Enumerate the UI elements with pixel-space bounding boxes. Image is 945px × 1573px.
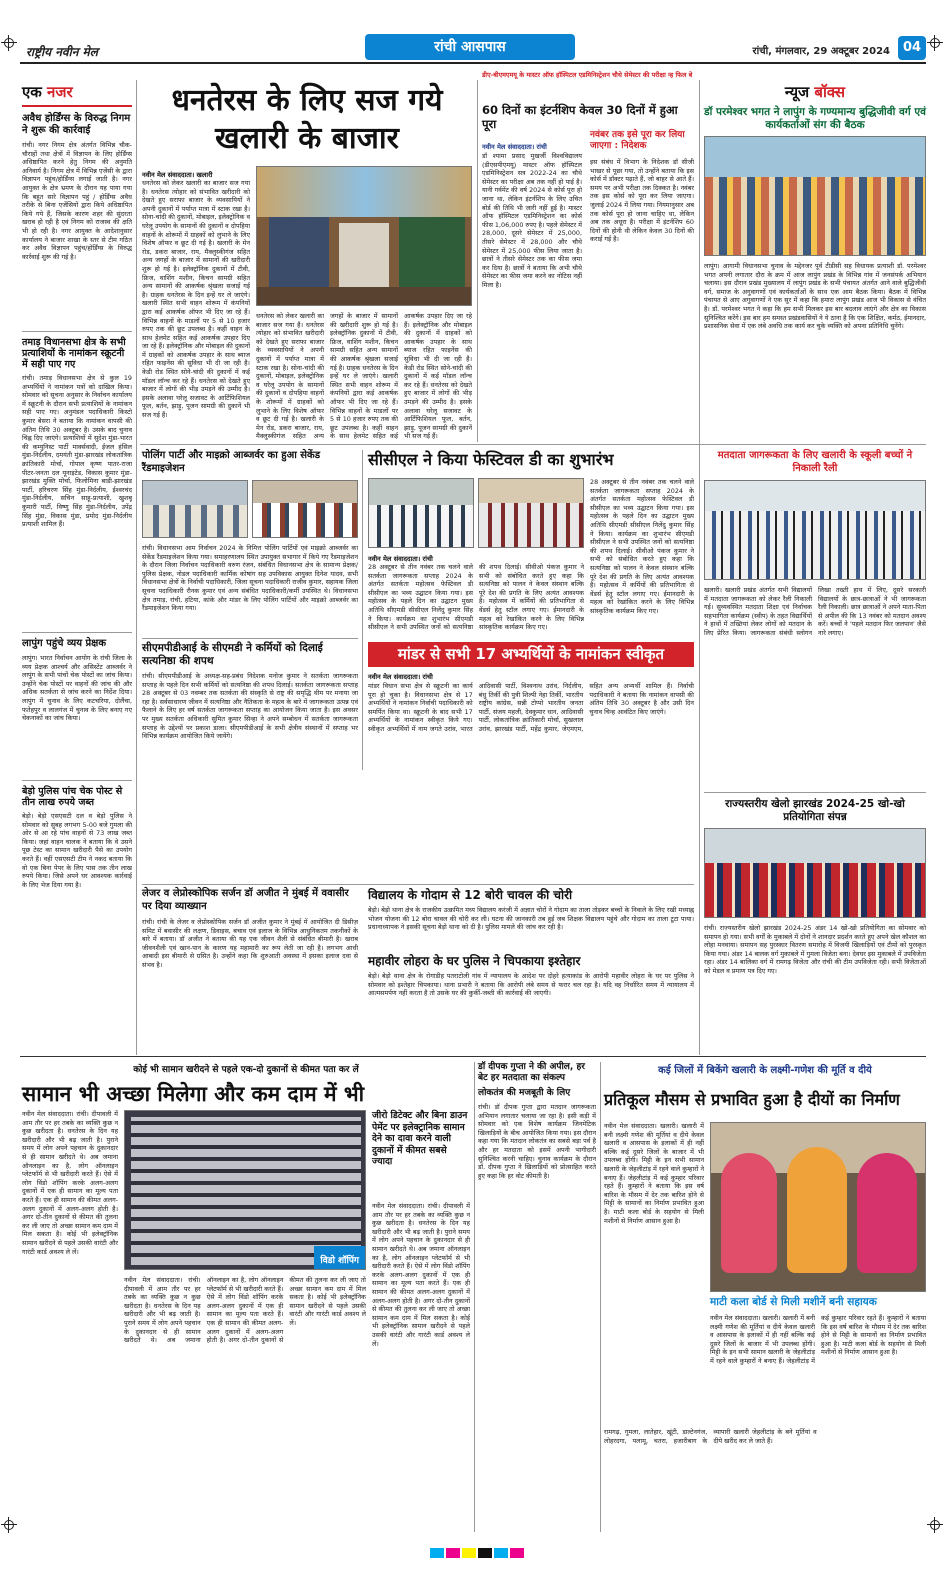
lakshmi-kicker: कई जिलों में बिकेंगे खलारी के लक्ष्मी-गणेश की मूर्ति व दीये	[658, 1065, 872, 1076]
news-box-body: लापुंग। आगामी विधानसभा चुनाव के मद्देनजर पूर्व टीडीसी सह विधायक प्रत्याशी डॉ. परमेश्वर भगत अपनी लगातार दौरा के क्रम में आज लापुंग प्रखंड के विभिन्न गांव में जनसंपर्क अभियान चलाया। इस दौरान प्रखंड मुख्यालय में लापुंग प्रखंड के सभी पंचायत अंतर्गत आने वाले बुद्धिजीवी वर्ग, समाज के अगुवागणों एवं कार्यकर्ताओं के साथ एक आम बैठक किया। बैठक में विभिन्न पंचायत से आए अगुवागणों ने एक सुर में कहा कि हमारा लापुंग प्रखंड आज भी विकास से वंचित है। डॉ. परमेश्वर भगत ने कहा कि हम सभी मिलकर इस बार बदलाव लाएंगे और क्षेत्र का विकास सुनिश्चित करेंगे। इस बार हम समस्त प्रखंडवासियों ने ये ठाना है कि एक शिक्षित, कर्मठ, ईमानदार, प्रशासनिक सेवा में एक लंबे अवधि तक कार्य कर चुके व्यक्ति को अपना प्रतिनिधि चुनेंगे।	[704, 262, 926, 331]
vidyalaya-headline: विद्यालय के गोदाम से 12 बोरी चावल की चोरी	[368, 888, 573, 902]
deepak-gupta-story	[478, 1062, 596, 1532]
ek-nazar-item-body: रांची। नगर निगम क्षेत्र अंतर्गत विभिन्न चौक-चौराहों तथा क्षेत्रों में विज्ञापन के लिए होर्डिंग्स अधिष्ठापित करने हेतु निगम की अनुमति अनिवार्य है। निगम क्षेत्र में विभिन्न एजेंसी के द्वारा विज्ञापन पहुंच/होर्डिंग्स लगाई जाती है। नगर आयुक्त के क्षेत्र भ्रमण के दौरान यह पाया गया कि बहुत सारे विज्ञापन पहुं / होर्डिंग्स अवैध तरीके से बिना एजेंसियों द्वारा किये अधिष्ठापित किये गये हैं, जिसके कारण शहर की सुंदरता खराब हो रही है एवं निगम को राजस्व की क्षति भी हो रही है। नगर आयुक्त के आदेशानुसार कार्यालय ने बाजार शाखा के स्तर से टीम गठित कर अवैध विज्ञापन पहुंच/होर्डिंग्स के विरुद्ध कार्रवाई शुरू की गई है।	[22, 141, 132, 261]
samaan-headline: सामान भी अच्छा मिलेगा और कम दाम में भी	[22, 1082, 365, 1106]
window-shopping-caption: विडो शॉपिंग	[320, 1256, 359, 1266]
masthead-logo: राष्ट्रीय नवीन मेल	[26, 45, 98, 59]
ek-nazar-label-part2: नजर	[47, 83, 73, 101]
internship-body2: इस संबंध में विभाग के निदेशक डॉ सीजी भाखर से पूछा गया, तो उन्होंने बताया कि इस कोर्स में डॉक्टर पढ़ाते हैं, जो बाहर से आते हैं। समय पर अभी परीक्षा तक दिक्कत है। नवंबर तक इस कोर्स को पूरा कर लिया जाएगा। जुलाई 2024 में लिया गया। नियमानुसार अब तक कोर्स पूरा हो जाना चाहिए था, लेकिन अब तक अधूरा है। परीक्षा में इंटर्नशिप 60 दिनों की होनी थी लेकिन केवल 30 दिनों की कराई गई है।	[590, 158, 694, 244]
ek-nazar-item	[22, 113, 132, 321]
festival-byline: नवीन मेल संवाददाता। रांची	[368, 555, 433, 563]
polling-photo-1	[142, 480, 248, 538]
festival-photo-2	[478, 478, 584, 548]
festival-body-col2: 28 अक्टूबर से तीन नवंबर तक चलने वाले सतर्कता जागरूकता सप्ताह 2024 के अंतर्गत सतर्कता महोत्सव फेस्टिवल डी सीसीएल का भव्य उद्घाटन किया गया। इस महोत्सव के पहले दिन का उद्घाटन मुख्य अतिथि सीएमडी सीसीएल निलेंदु कुमार सिंह ने किया। कार्यक्रम का शुभारंभ सीएमडी सीसीएल ने सभी उपस्थित जनों को सत्यनिष्ठा की शपथ दिलाई। सीवीओ पंकज कुमार ने सभी को संबोधित करते हुए कहा कि सत्यनिष्ठा को पालन ने केवल संस्थान बल्कि पूरे देश की प्रगति के लिए अत्यंत आवश्यक है। महोत्सव में कर्मियों की प्रतिभागिता से वेंडर्स हेतु स्टॉल लगाए गए। ईमानदारी के महत्व को रेखांकित करने के लिए विभिन्न सांस्कृतिक कार्यक्रम किए गए।	[590, 478, 694, 615]
rally-photo	[704, 480, 926, 580]
deepak-gupta-subhead: लोकतंत्र की मजबूती के लिए	[478, 1088, 571, 1098]
market-photo	[256, 166, 472, 306]
festival-photo-1	[368, 478, 474, 548]
news-box	[704, 82, 926, 442]
registration-mark-icon	[4, 38, 14, 48]
dhanteras-headline: धनतेरस के लिए सज गये खलारी के बाजार	[171, 83, 443, 156]
window-shopping-caption-tag	[314, 1246, 365, 1269]
samaan-kicker: कोई भी सामान खरीदने से पहले एक-दो दुकानों से कीमत पता कर लें	[133, 1065, 359, 1075]
mandar-body: मांडर विधान सभा क्षेत्र से स्क्रूटनी का कार्य पूरा हो चुका है। विधानसभा क्षेत्र से 17 अभ्यर्थियों ने नामांकन निर्वाची पदाधिकारी को समर्पित किया था। स्क्रूटनी के बाद सभी 17 अभ्यर्थियों के नामांकन स्वीकृत किये गए। स्वीकृत अभ्यर्थियों में नाम जगते उरांव, भारत आदिवासी पार्टी, विश्वनाथ उरांव, निर्दलीय, बंधु तिर्की की पुत्री शिल्पी नेहा तिर्की, भारतीय राष्ट्रीय कांग्रेस, सन्नी टोप्पो भारतीय जनता पार्टी, संजय महली, देवकुमार धान, आदिवासी पार्टी, लोकतांत्रिक क्रांतिकारी मोर्चा, सुखलाल उरांव, झारखंड पार्टी, महेंद्र कुमार, जेएमएम, सहित अन्य अभ्यर्थी शामिल हैं। निर्वाची पदाधिकारी ने बताया कि नामांकन वापसी की अंतिम तिथि 30 अक्टूबर है और उसी दिन चुनाव चिन्ह आवंटित किए जाएंगे।	[368, 682, 694, 733]
registration-mark-icon	[930, 38, 940, 48]
internship-headline: 60 दिनों का इंटर्नशिप केवल 30 दिनों में हुआ पूरा	[482, 103, 678, 131]
cmpdi-body: रांची। सीएमपीडीआई के अध्यक्ष-सह-प्रबंध निदेशक मनोज कुमार ने सतर्कता जागरूकता सप्ताह के पहले दिन सभी कर्मियों को सत्यनिष्ठा की शपथ दिलाई। सतर्कता जागरूकता सप्ताह 28 अक्टूबर से 03 नवम्बर तक सतर्कता की संस्कृति से राष्ट्र की समृद्धि थीम पर मनाया जा रहा है। सर्वसाधारण जीवन में सत्यनिष्ठा और नैतिकता के महत्व के बारे में जागरूकता उत्पन्न एवं फैलाने के लिए हर वर्ष सतर्कता जागरूकता सप्ताह का आयोजन किया जाता है। इस अवसर पर मुख्य सतर्कता अधिकारी सुमित कुमार सिन्हा ने अपने सम्बोधन में सतर्कता जागरूकता सप्ताह के उद्देश्यों पर प्रकाश डाला। सीएमपीडीआई के सभी क्षेत्रीय संस्थानों में सप्ताह भर विभिन्न कार्यक्रम आयोजित किये जायेंगे।	[142, 672, 358, 741]
vidyalaya-story	[368, 888, 694, 950]
news-box-title	[704, 82, 926, 102]
polling-headline: पोलिंग पार्टी और माइक्रो आब्जर्वर का हुआ सेकेंड रैंडमाइजेशन	[142, 450, 321, 474]
ek-nazar-label-part1: एक	[22, 83, 48, 101]
idols-photo	[710, 1122, 926, 1292]
ek-nazar-item-body: रांची। तमाड़ विधानसभा क्षेत्र से कुल 19 अभ्यर्थियों ने नामांकन पत्रों को दाखिल किया। सोमवार को सूचना अनुसार के निर्वाचन कार्यालय में स्क्रूटनी के दौरान सभी प्रत्याशियों के नामांकन सही पाए गए। अनुमंडल पदाधिकारी किस्टो कुमार बेसरा ने बताया कि नामांकन वापसी की अंतिम तिथि 30 अक्टूबर है। उसके बाद चुनाव चिह्न दिए जाएंगे। प्रत्याशियों में सुदेश मुंडा-भारत की कम्युनिस्ट पार्टी मार्क्सवादी, ईजल हंसिल मुंडा-निर्दलीय, दमयंती मुंडा-झारखंड लोकतांत्रिक क्रांतिकारी मोर्चा, गोपाल कृष्ण पातर-राजा पीटर-जनता दल यूनाइटेड, विकास कुमार मुंडा-झारखंड मुक्ति मोर्चा, फिलोमिना बाडी-झारखंड पार्टी, हरिचरण सिंह मुंडा-निर्दलीय, ईश्वरचंद मुंडा-निर्दलीय, सचिन साहू-प्रत्याशी, खुशबू कुमारी पार्टी, विष्णु सिंह मुंडा-निर्दलीय, उपेंद्र सिंह मुंडा, विकास मुंडा, प्रमोद मुंडा-निर्दलीय प्रत्याशी शामिल हैं।	[22, 374, 132, 529]
ek-nazar-item-head: अवैध होर्डिंग्स के विरुद्ध निगम ने शुरू की कार्रवाई	[22, 113, 131, 136]
ek-nazar-item-body: बेड़ो। बेड़ो एसएसटी दल व बेड़ो पुलिस ने सोमवार को सुबह लगभग 5-00 बजे गुमला की ओर से आ रहे पांच वाहनों से 73 लाख जब्त किया। जहां वाहन चालक ने बताया कि वे उसने पूछ टेस्ट का सामान खरीदारी पैसे का उपयोग करते हैं। वहीं एसएसटी टीम ने नकद बताया कि वो एक बिना पेपर के लिए पास तक तीन लाख रुपये किया। जिसे अपने घर आवश्यक कार्रवाई के लिए भेज दिया गया है।	[22, 812, 132, 889]
color-bar-swatch	[494, 1548, 508, 1558]
color-bar-swatch	[430, 1548, 444, 1558]
festival-story	[368, 450, 694, 638]
dhanteras-story	[142, 82, 472, 444]
ek-nazar-item-body: लापुंग। भारत निर्वाचन आयोग के रांची जिला के व्यय प्रेक्षक आश्चर्य और असिस्टेंट आब्जर्वर ने लापुंग के सभी पांचों चेक पोस्टों का जांच किया। उन्होंने चेक पोस्टों पर वाहनों की जांच की और अधिक सतर्कता से जांच करने का निर्देश दिया। लापुंग में चुनाव के लिए कटचरिया, दोलैंचा, फतेहपुर व लालगंज में चुनाव के लिए बनाए गए चेकनाकों का जांच किया।	[22, 654, 132, 723]
leprosy-body: रांची। रांची के लेजर व लेप्रोस्कोपिक सर्जन डॉ अजीत कुमार ने मुंबई में आयोजित दी डिसीज़ समिट में बवासीर की लक्षण, डिवाइस, बचाव एवं इलाज के विभिन्न आधुनिकतम तकनीकों के बारे में बताया। डॉ अजीत ने बताया की यह एक जीवन शैली से संबंधित बीमारी है। खराब जीवनशैली एवं खान-पान के कारण यह महामारी का रूप लेती जा रही है। लगभग आधी आबादी इस बीमारी से ग्रसित है। उन्होंने कहा कि शुरुआती अवस्था में इसका इलाज दवा से संभव है।	[142, 918, 358, 969]
kho-kho-team-photo	[704, 828, 926, 918]
khelo-headline: राज्यस्तरीय खेलो झारखंड 2024-25 खो-खो प्रतियोगिता संपन्न	[725, 798, 905, 823]
lakshmi-body-col2: नवीन मेल संवाददाता। खलारी। खलारी में बनी लक्ष्मी गणेश की मूर्तियां व दीये केवल खलारी व आसपास के इलाकों में ही नहीं बल्कि कई दूसरे जिलों के बाजार में भी उपलब्ध होंगी। मिट्टी के इन सभी सामान खलारी के जेहलीटांड़ में रहने वाले कुम्हारों ने बनाए हैं। जेहलीटांड़ में कई कुम्हार परिवार रहते हैं। कुम्हारों ने बताया कि इस वर्ष बारिश के मौसम में देर तक बारिश होने से मिट्टी के सामानों का निर्माण प्रभावित हुआ है। माटी कला बोर्ड के सहयोग से मिली मशीनों से निर्माण आसान हुआ है।	[710, 1314, 926, 1365]
internship-body1: डॉ श्यामा प्रसाद मुखर्जी विश्वविद्यालय (डीएसपीएमयू) मास्टर ऑफ हॉस्पिटल एडमिनिस्ट्रेशन सत्र 2022-24 का चौथे सेमेस्टर का परीक्षा अब तक नहीं हो पाई है। यानी गर्वमेंट की वर्ष 2024 से कोर्स पूरा हो जाना था, लेकिन इंटर्नशिप के लिए उचित बोर्ड की तिथि भी जारी नहीं हुई है। मास्टर ऑफ हॉस्पिटल एडमिनिस्ट्रेशन का कोर्स फीस 1,06,000 रुपए है। पहले सेमेस्टर में 28,000, दूसरे सेमेस्टर में 25,000, तीसरे सेमेस्टर में 28,000 और चौथे सेमेस्टर में 25,000 फीस लिया जाता है। छात्रों ने तीसरे सेमेस्टर तक का फीस जमा कर दिया है। छात्रों ने बताया कि अभी चौथे सेमेस्टर का फीस जमा करने का नोटिस नहीं मिला है।	[482, 152, 582, 289]
dhanteras-byline: नवीन मेल संवाददाता। खलारी	[142, 171, 213, 179]
ek-nazar-item	[22, 780, 132, 942]
lakshmi-story	[604, 1062, 926, 1532]
ek-nazar-item-head: बेड़ो पुलिस पांच चेक पोस्ट से तीन लाख रुपये जब्त	[22, 786, 123, 808]
internship-subhead: नवंबर तक इसे पूरा कर लिया जाएगा : निदेशक	[590, 130, 685, 151]
matdata-headline: मतदाता जागरूकता के लिए खलारी के स्कूली बच्चों ने निकाली रैली	[717, 450, 913, 474]
matdata-body: खलारी। खलारी प्रखंड अंतर्गत सभी विद्यालयों में मतदाता जागरूकता को लेकर रैली निकाली गई। सुव्यवस्थित मतदाता शिक्षा एवं निर्वाचक सहभागिता कार्यक्रम (स्वीप) के तहत विद्यार्थियों ने हाथों में तख्तियां लेकर लोगों को मतदान के लिए प्रेरित किया। जागरूकता संबंधी स्लोगन लिखा तख्ती हाथ में लिए, दूसरे सरकारी विद्यालयों के छात्र-छात्राओं ने भी जागरूकता रैली निकाली। छात्र छात्राओं ने अपने माता-पिता से अपील की कि 13 नवंबर को मतदान अवश्य करें। बच्चों ने 'पहले मतदान फिर जलपान' जैसे नारे लगाए।	[704, 586, 926, 637]
vidyalaya-body: बेड़ो। बेड़ो थाना क्षेत्र के राजकीय उत्क्रमित मध्य विद्यालय करंजी में अज्ञात चोरों ने गोदाम का ताला तोड़कर बच्चों के निवाले के लिए रखी मध्याह्न भोजन योजना की 12 बोरा चावल की चोरी कर ली। घटना की जानकारी तब हुई जब शिक्षक विद्यालय पहुंचे और गोदाम का ताला टूटा पाया। प्रधानाध्यापक ने इसकी सूचना बेड़ो थाना को दी है। पुलिस मामले की जांच कर रही है।	[368, 906, 694, 932]
khelo-body: रांची। राज्यस्तरीय खेलो झारखंड 2024-25 अंडर 14 खो-खो प्रतियोगिता का सोमवार को समापन हो गया। सभी वर्गों के मुकाबले में दोनों ने शानदार प्रदर्शन करते हुए अपने खेल कौशल का लोहा मनवाया। समापन सह पुरस्कार वितरण समारोह में विजयी खिलाड़ियों एवं टीमों को पुरस्कृत किया गया। अंडर 14 बालक वर्ग मुकाबले में गुमला विजेता बना। देवघर इस मुकाबले में उपविजेता रहा। अंडर 14 बालिका वर्ग में रामगढ़ विजेता और रांची की टीम उपविजेता रही। सभी विजेताओं को मेडल व प्रमाण पत्र दिए गए।	[704, 924, 926, 975]
khelo-story	[704, 798, 926, 1048]
samaan-body-col2: नवीन मेल संवाददाता। रांची। दीपावली में आम तौर पर हर तबके का व्यक्ति कुछ न कुछ खरीदता है। धनतेरस के दिन यह खरीदारी और भी बढ़ जाती है। पुराने समय में लोग अपने पहचान के दुकानदार से ही सामान खरीदते थे। अब जमाना ऑनलाइन का है, लोग ऑनलाइन प्लेटफॉर्म से भी खरीदारी करते हैं। ऐसे में लोग विंडो शॉपिंग करके अलग-अलग दुकानों में एक ही सामान का मूल्य पता करते हैं। एक ही सामान की कीमत अलग-अलग दुकानों में अलग-अलग होती है। अगर दो-तीन दुकानों से कीमत की तुलना कर ली जाए तो अच्छा सामान कम दाम में मिल सकता है। कोई भी इलेक्ट्रॉनिक सामान खरीदने से पहले उसकी वारंटी और गारंटी कार्ड अवश्य ले लें।	[124, 1276, 366, 1345]
internship-ticker: डीए-बीएमएमयू के मास्टर ऑफ हॉस्पिटल एडमिनिस्ट्रेशन चौथे सेमेस्टर की परीक्षा न्ह फिल बे	[482, 71, 693, 79]
mandar-story	[368, 642, 694, 882]
mahavir-headline: महावीर लोहरा के घर पुलिस ने चिपकाया इश्तेहार	[368, 954, 581, 968]
lakshmi-body2: रामगढ़, गुमला, लातेहार, खूंटी, डाल्टेनगंज, लोहरदगा, पलामू, चतरा, हजारीबाग के व्यापारी खलारी जेहलीटांड़ के बने मूर्तियां व दीये खरीद कर ले जाते हैं।	[604, 1428, 817, 1445]
color-bar-swatch	[446, 1548, 460, 1558]
ek-nazar-item-head: लापुंग पहुंचे व्यय प्रेक्षक	[22, 638, 107, 649]
news-box-title-part1: न्यूज	[784, 83, 815, 101]
section-banner	[365, 34, 575, 60]
cmpdi-story	[142, 642, 358, 882]
leprosy-story	[142, 888, 358, 1050]
window-shopping-photo	[124, 1110, 366, 1270]
idols-photo-caption: माटी कला बोर्ड से मिली मशीनें बनी सहायक	[710, 1296, 877, 1308]
lakshmi-headline: प्रतिकूल मौसम से प्रभावित हुआ है दीयों का निर्माण	[604, 1090, 900, 1109]
news-box-headline: डॉ परमेश्वर भगत ने लापुंग के गण्यमान्य बुद्धिजीवी वर्ग एवं कार्यकर्ताओं संग की बैठक	[704, 106, 926, 131]
jst-body: नवीन मेल संवाददाता। रांची। दीपावली में आम तौर पर हर तबके का व्यक्ति कुछ न कुछ खरीदता है। धनतेरस के दिन यह खरीदारी और भी बढ़ जाती है। पुराने समय में लोग अपने पहचान के दुकानदार से ही सामान खरीदते थे। अब जमाना ऑनलाइन का है, लोग ऑनलाइन प्लेटफॉर्म से भी खरीदारी करते हैं। ऐसे में लोग विंडो शॉपिंग करके अलग-अलग दुकानों में एक ही सामान का मूल्य पता करते हैं। एक ही सामान की कीमत अलग-अलग दुकानों में अलग-अलग होती है। अगर दो-तीन दुकानों से कीमत की तुलना कर ली जाए तो अच्छा सामान कम दाम में मिल सकता है। कोई भी इलेक्ट्रॉनिक सामान खरीदने से पहले उसकी वारंटी और गारंटी कार्ड अवश्य ले लें।	[372, 1202, 470, 1348]
festival-headline: सीसीएल ने किया फेस्टिवल डी का शुभारंभ	[368, 450, 614, 469]
ek-nazar-column	[22, 82, 132, 1042]
mahavir-story	[368, 954, 694, 1050]
color-bar-swatch	[462, 1548, 476, 1558]
ek-nazar-item-head: तमाड़ विधानसभा क्षेत्र के सभी प्रत्याशियों के नामांकन स्क्रूटनी में सही पाए गए	[22, 337, 126, 370]
ek-nazar-item	[22, 632, 132, 772]
color-bar-swatch	[510, 1548, 524, 1558]
polling-photo-2	[252, 480, 358, 538]
polling-body: रांची। विधानसभा आम निर्वाचन 2024 के निमित्त पोलिंग पार्टियों एवं माइक्रो आब्जर्वर का सेकेंड रैंडमाइजेशन किया गया। समाहरणालय स्थित उपायुक्त सभागार में किये गए रैंडमाइजेशन के दौरान जिला निर्वाचन पदाधिकारी वरुण रंजन, संबंधित विधानसभा क्षेत्र के सामान्य प्रेक्षक/पुलिस प्रेक्षक, नोडल पदाधिकारी कार्मिक कोषांग सह उपविकास आयुक्त दिनेश यादव, सभी विधानसभा क्षेत्रों के निर्वाची पदाधिकारी, जिला सूचना पदाधिकारी राजीव कुमार, सहायक जिला सूचना पदाधिकारी रौनक कुमार एवं अन्य संबंधित पदाधिकारी/कर्मी उपस्थित थे। विधानसभा क्षेत्र तमाड़, रांची, हटिया, कांके और मांडर के लिए पोलिंग पार्टियों और माइक्रो आब्जर्वर का रैंडमाइजेशन किया गया।	[142, 544, 358, 613]
mandar-headline: मांडर से सभी 17 अभ्यर्थियों के नामांकन स्वीकृत	[397, 645, 665, 663]
dhanteras-body-col1: धनतेरस को लेकर खलारी का बाजार सज गया है। धनतेरस त्योहार को संभावित खरीदारी को देखते हुए सराफा बाजार के व्यवसायियों ने अपनी दुकानों में पर्याप्त मात्रा में स्टाक रखा है। सोना-चांदी की दुकानों, मोबाइल, इलेक्ट्रोनिक व घरेलू उपयोग के सामानों की दुकानों व दोपहिया वाहनों के शोरूमों में ग्राहकों को लुभाने के लिए विशेष ऑफर व छूट दी गई है। खलारी के मेन रोड, डकरा बाजार, राय, मैक्लुस्कीगंज सहित अन्य जगहों के बाजार में सामानों की खरीदारी शुरू हो गई है। इलेक्ट्रॉनिक दुकानों में टीवी, फ्रिज, वाशिंग मशीन, किचन सामग्री सहित अन्य सामानों की आकर्षक श्रृंखला सजाई गई है। ग्राहक धनतेरस के दिन इन्हें घर ले जाएंगे। खलारी स्थित सभी वाहन शोरूम में कंपनियों द्वारा कई आकर्षक ऑफर भी दिए जा रहे हैं। विभिन्न वाहनों के माडलों पर 5 से 10 हजार रुपए तक की छूट उपलब्ध है। कहीं वाहन के साथ हेलमेट सहित कई आकर्षक उपहार दिए जा रहे हैं। इलेक्ट्रॉनिक और मोबाइल की दुकानों में ग्राहकों को आकर्षक उपहार के साथ ब्याज रहित फाइनेंस की सुविधा भी दी जा रही है। केडी रोड स्थित सोने-चांदी की दुकानों में कई मॉडल लाॅन्च कर रहे हैं। धनतेरस को देखते हुए बाजार में लोगों की भीड़ उमड़ने की उम्मीद है। इसके अलावा घरेलू सजावट के आर्टिफिशियल फूल, बर्तन, झाड़ू, पूजन सामग्री की दुकानें भी सज गई हैं।	[142, 179, 250, 420]
registration-mark-icon	[4, 1520, 14, 1530]
dhanteras-body-col2: धनतेरस को लेकर खलारी का बाजार सज गया है। धनतेरस त्योहार को संभावित खरीदारी को देखते हुए सराफा बाजार के व्यवसायियों ने अपनी दुकानों में पर्याप्त मात्रा में स्टाक रखा है। सोना-चांदी की दुकानों, मोबाइल, इलेक्ट्रोनिक व घरेलू उपयोग के सामानों की दुकानों व दोपहिया वाहनों के शोरूमों में ग्राहकों को लुभाने के लिए विशेष ऑफर व छूट दी गई है। खलारी के मेन रोड, डकरा बाजार, राय, मैक्लुस्कीगंज सहित अन्य जगहों के बाजार में सामानों की खरीदारी शुरू हो गई है। इलेक्ट्रॉनिक दुकानों में टीवी, फ्रिज, वाशिंग मशीन, किचन सामग्री सहित अन्य सामानों की आकर्षक श्रृंखला सजाई गई है। ग्राहक धनतेरस के दिन इन्हें घर ले जाएंगे। खलारी स्थित सभी वाहन शोरूम में कंपनियों द्वारा कई आकर्षक ऑफर भी दिए जा रहे हैं। विभिन्न वाहनों के माडलों पर 5 से 10 हजार रुपए तक की छूट उपलब्ध है। कहीं वाहन के साथ हेलमेट सहित कई आकर्षक उपहार दिए जा रहे हैं। इलेक्ट्रॉनिक और मोबाइल की दुकानों में ग्राहकों को आकर्षक उपहार के साथ ब्याज रहित फाइनेंस की सुविधा भी दी जा रही है। केडी रोड स्थित सोने-चांदी की दुकानों में कई मॉडल लाॅन्च कर रहे हैं। धनतेरस को देखते हुए बाजार में लोगों की भीड़ उमड़ने की उम्मीद है। इसके अलावा घरेलू सजावट के आर्टिफिशियल फूल, बर्तन, झाड़ू, पूजन सामग्री की दुकानें भी सज गई हैं।	[256, 312, 472, 441]
internship-byline: नवीन मेल संवाददाता। रांची	[482, 143, 547, 151]
mahavir-body: बेड़ो। बेड़ो थाना क्षेत्र के रोगाडीह पतराटोली गांव में न्यायालय के आदेश पर दोहरे हत्याकांड के आरोपी महावीर लोहरा के घर पर पुलिस ने सोमवार को इश्तेहार चिपकाया। थाना प्रभारी ने बताया कि आरोपी लंबे समय से फरार चल रहा है। यदि वह निर्धारित समय में न्यायालय में आत्मसमर्पण नहीं करता है तो उसके घर की कुर्की-जब्ती की कार्रवाई की जाएगी।	[368, 972, 694, 998]
internship-story	[482, 70, 694, 442]
lakshmi-body: नवीन मेल संवाददाता। खलारी। खलारी में बनी लक्ष्मी गणेश की मूर्तियां व दीये केवल खलारी व आसपास के इलाकों में ही नहीं बल्कि कई दूसरे जिलों के बाजार में भी उपलब्ध होंगी। मिट्टी के इन सभी सामान खलारी के जेहलीटांड़ में रहने वाले कुम्हारों ने बनाए हैं। जेहलीटांड़ में कई कुम्हार परिवार रहते हैं। कुम्हारों ने बताया कि इस वर्ष बारिश के मौसम में देर तक बारिश होने से मिट्टी के सामानों का निर्माण प्रभावित हुआ है। माटी कला बोर्ड के सहयोग से मिली मशीनों से निर्माण आसान हुआ है।	[604, 1122, 704, 1225]
ek-nazar-item	[22, 331, 132, 624]
dateline: रांची, मंगलवार, 29 अक्टूबर 2024	[752, 46, 890, 57]
deepak-gupta-kicker: डॉ दीपक गुप्ता ने की अपील, हर बेट हर मतदाता का संकल्प	[478, 1062, 585, 1083]
jst-headline: जीरो डिटेक्ट और बिना डाउन पेमेंट पर इलेक्ट्रानिक सामान देने का दावा करने वाली दुकानों में कीमत सबसे ज्यादा	[372, 1110, 468, 1167]
mandar-headline-band	[368, 642, 694, 667]
registration-mark-icon	[930, 1520, 940, 1530]
samaan-body-col1: नवीन मेल संवाददाता। रांची। दीपावली में आम तौर पर हर तबके का व्यक्ति कुछ न कुछ खरीदता है। धनतेरस के दिन यह खरीदारी और भी बढ़ जाती है। पुराने समय में लोग अपने पहचान के दुकानदार से ही सामान खरीदते थे। अब जमाना ऑनलाइन का है, लोग ऑनलाइन प्लेटफॉर्म से भी खरीदारी करते हैं। ऐसे में लोग विंडो शॉपिंग करके अलग-अलग दुकानों में एक ही सामान का मूल्य पता करते हैं। एक ही सामान की कीमत अलग-अलग दुकानों में अलग-अलग होती है। अगर दो-तीन दुकानों से कीमत की तुलना कर ली जाए तो अच्छा सामान कम दाम में मिल सकता है। कोई भी इलेक्ट्रॉनिक सामान खरीदने से पहले उसकी वारंटी और गारंटी कार्ड अवश्य ले लें।	[22, 1110, 118, 1256]
news-box-title-part2: बॉक्स	[814, 83, 846, 101]
section-title: रांची आसपास	[434, 39, 506, 55]
meeting-photo	[704, 136, 926, 256]
cmpdi-headline: सीएमपीडीआई के सीएमडी ने कर्मियों को दिलाई सत्यनिष्ठा की शपथ	[142, 642, 323, 667]
samaan-story	[22, 1062, 470, 1532]
leprosy-headline: लेजर व लेप्रोस्कोपिक सर्जन डॉ अजीत ने मुंबई में ववासीर पर दिया व्याख्यान	[142, 888, 349, 912]
color-bar-swatch	[478, 1548, 492, 1558]
polling-story	[142, 450, 358, 634]
masthead	[20, 34, 926, 64]
festival-body-col1: 28 अक्टूबर से तीन नवंबर तक चलने वाले सतर्कता जागरूकता सप्ताह 2024 के अंतर्गत सतर्कता महोत्सव फेस्टिवल डी सीसीएल का भव्य उद्घाटन किया गया। इस महोत्सव के पहले दिन का उद्घाटन मुख्य अतिथि सीएमडी सीसीएल निलेंदु कुमार सिंह ने किया। कार्यक्रम का शुभारंभ सीएमडी सीसीएल ने सभी उपस्थित जनों को सत्यनिष्ठा की शपथ दिलाई। सीवीओ पंकज कुमार ने सभी को संबोधित करते हुए कहा कि सत्यनिष्ठा को पालन ने केवल संस्थान बल्कि पूरे देश की प्रगति के लिए अत्यंत आवश्यक है। महोत्सव में कर्मियों की प्रतिभागिता से वेंडर्स हेतु स्टॉल लगाए गए। ईमानदारी के महत्व को रेखांकित करने के लिए विभिन्न सांस्कृतिक कार्यक्रम किए गए।	[368, 563, 584, 632]
deepak-gupta-body: रांची। डॉ दीपक गुप्ता द्वारा मतदान जागरूकता अभियान लगातार चलाया जा रहा है। इसी कड़ी में सोमवार को एक विशेष कार्यक्रम जिनमेटिक खिलाड़ियों के बीच आयोजित किया गया। इस दौरान कहा गया कि मतदान लोकतंत्र का सबसे बड़ा पर्व है और हर मतदाता को इसमें अपनी भागीदारी सुनिश्चित करनी चाहिए। चुनाव कार्यक्रम के दौरान डॉ. दीपक गुप्ता ने खिलाड़ियों को प्रोत्साहित करते हुए कहा कि हर वोट कीमती है।	[478, 1103, 596, 1180]
ek-nazar-label	[22, 82, 132, 107]
matdata-story	[704, 450, 926, 795]
page-number: 04	[898, 36, 926, 60]
mandar-byline: नवीन मेल संवाददाता। रांची	[368, 673, 433, 681]
